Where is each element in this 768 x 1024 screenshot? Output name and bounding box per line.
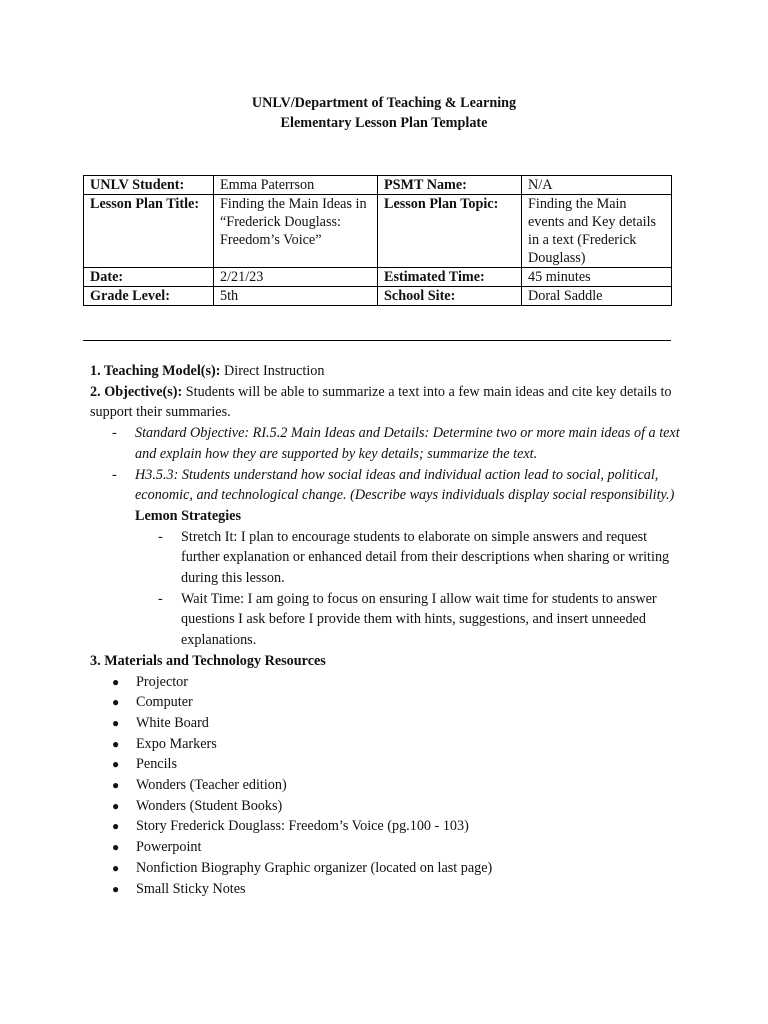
list-item-text: Wonders (Student Books) (136, 797, 283, 814)
teaching-model-label: 1. Teaching Model(s): (90, 363, 221, 379)
list-item-text: Pencils (136, 756, 177, 773)
bullet-icon: ● (112, 674, 120, 689)
list-item-text: Wonders (Teacher edition) (136, 777, 287, 794)
list-item-text: Powerpoint (136, 839, 202, 856)
dash-marker: - (158, 528, 163, 545)
table-value-cell: Emma Paterrson (214, 176, 378, 195)
list-item (90, 692, 690, 713)
objectives-paragraph (90, 382, 690, 423)
table-key-cell: Lesson Plan Title: (84, 195, 214, 268)
lesson-info-table (83, 175, 672, 306)
list-item-text: Nonfiction Biography Graphic organizer (located on last page) (136, 859, 493, 876)
objectives-label: 2. Objective(s): (90, 383, 183, 400)
document-subtitle: Elementary Lesson Plan Template (280, 115, 488, 131)
standard-text: Standard Objective: RI.5.2 Main Ideas and Details: Determine two or more main ideas of a text and explain how they are supported by key details; summarize the text. (135, 425, 680, 462)
bullet-icon: ● (112, 881, 120, 896)
lesson-body (90, 361, 690, 899)
table-row (84, 287, 672, 306)
standard-text: H3.5.3: Students understand how social ideas and individual action lead to social, political, economic, and technological change. (Describe ways individuals display social responsibility.) (135, 466, 675, 504)
standard-item (90, 465, 690, 506)
table-value-cell: Finding the Main events and Key details in a text (Frederick Douglass) (522, 195, 672, 268)
strategies-heading: Lemon Strategies (135, 507, 241, 524)
list-item-text: Computer (136, 694, 193, 711)
table-key-cell: Date: (84, 268, 214, 287)
list-item (90, 734, 690, 755)
bullet-icon: ● (112, 819, 120, 834)
table-key-cell: Grade Level: (84, 287, 214, 306)
list-item (90, 837, 690, 858)
list-item-text: Projector (136, 673, 189, 690)
table-key-cell: UNLV Student: (84, 176, 214, 195)
table-row (84, 195, 672, 268)
list-item (90, 775, 690, 796)
bullet-icon: ● (112, 695, 120, 710)
strategy-item (90, 589, 686, 651)
bullet-icon: ● (112, 736, 120, 751)
table-key-cell: Lesson Plan Topic: (378, 195, 522, 268)
table-value-cell: N/A (522, 176, 672, 195)
table-value-cell: 45 minutes (522, 268, 672, 287)
dash-marker: - (158, 590, 163, 607)
strategy-item (90, 527, 686, 589)
list-item-text: Small Sticky Notes (136, 880, 246, 897)
strategy-text: Wait Time: I am going to focus on ensuring I allow wait time for students to answer questions I ask before I provide them with hints, suggestions, and insert unneeded explanations. (181, 590, 657, 649)
document-title: UNLV/Department of Teaching & Learning (251, 95, 517, 111)
objectives-text: Students will be able to summarize a text into a few main ideas and cite key details to support their summaries. (90, 383, 672, 421)
dash-marker: - (112, 466, 117, 483)
bullet-icon: ● (112, 778, 120, 793)
table-value-cell: 2/21/23 (214, 268, 378, 287)
list-item (90, 754, 690, 775)
table-key-cell: Estimated Time: (378, 268, 522, 287)
table-row (84, 268, 672, 287)
table-key-cell: PSMT Name: (378, 176, 522, 195)
list-item (90, 858, 690, 879)
list-item (90, 713, 690, 734)
list-item (90, 672, 690, 693)
table-row (84, 176, 672, 195)
list-item-text: White Board (136, 714, 209, 731)
bullet-icon: ● (112, 860, 120, 875)
strategy-text: Stretch It: I plan to encourage students to elaborate on simple answers and request further explanation or enhanced detail from their descriptions when sharing or writing during this lesson. (181, 528, 670, 587)
teaching-model-line (90, 361, 690, 382)
bullet-icon: ● (112, 757, 120, 772)
list-item-text: Expo Markers (136, 735, 217, 752)
table-value-cell: Doral Saddle (522, 287, 672, 306)
dash-marker: - (112, 425, 117, 442)
table-value-cell: 5th (214, 287, 378, 306)
list-item (90, 796, 690, 817)
bullet-icon: ● (112, 715, 120, 730)
table-value-cell: Finding the Main Ideas in “Frederick Douglass: Freedom’s Voice” (214, 195, 378, 268)
list-item (90, 879, 690, 900)
teaching-model-value: Direct Instruction (220, 363, 325, 379)
standard-item (90, 423, 690, 464)
bullet-icon: ● (112, 798, 120, 813)
materials-list (90, 672, 690, 900)
table-key-cell: School Site: (378, 287, 522, 306)
list-item-text: Story Frederick Douglass: Freedom’s Voice (pg.100 - 103) (136, 818, 469, 835)
list-item (90, 816, 690, 837)
materials-heading: 3. Materials and Technology Resources (90, 652, 326, 669)
horizontal-divider (83, 340, 671, 341)
bullet-icon: ● (112, 840, 120, 855)
